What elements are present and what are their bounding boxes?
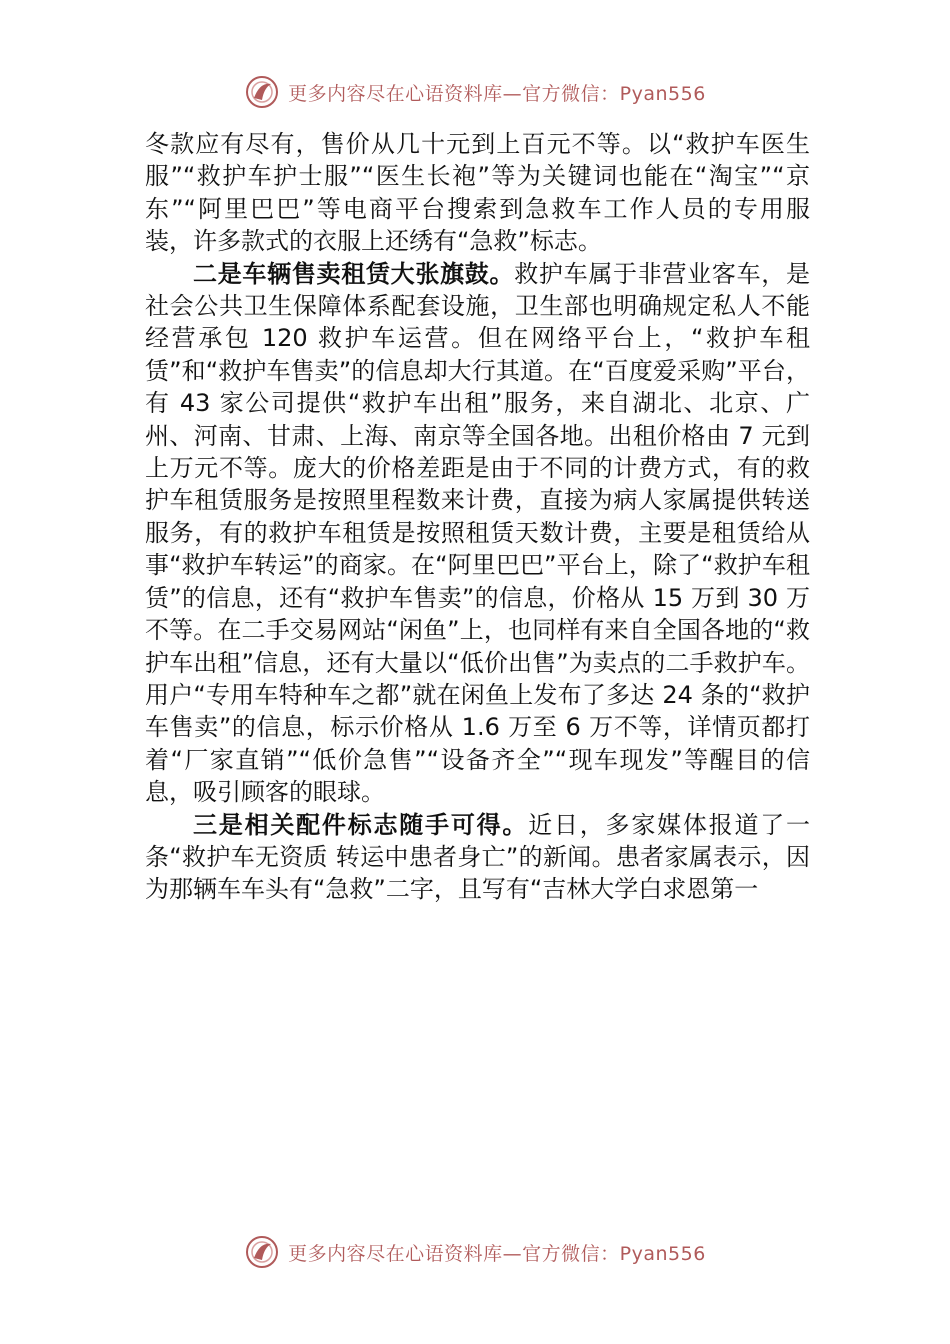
watermark-text: 更多内容尽在心语资料库—官方微信：Pyan556 <box>288 82 706 105</box>
paragraph-1-text: 冬款应有尽有，售价从几十元到上百元不等。以“救护车医生服”“救护车护士服”“医生长袍”等为关键词也能在“淘宝”“京东”“阿里巴巴”等电商平台搜索到急救车工作人员的专用服 装，许多款式的衣服上还绣有“急救”标志。 <box>145 130 810 256</box>
paragraph-3 <box>145 809 810 906</box>
header-watermark <box>0 72 950 112</box>
footer-watermark <box>0 1232 950 1272</box>
document-body <box>145 128 810 906</box>
seal-logo-icon <box>244 74 280 110</box>
paragraph-2-text: 救护车属于非营业客车，是社会公共卫生保障体系配套设施，卫生部也明确规定私人不能经营承包 120 救护车运营。但在网络平台上，“救护车租赁”和“救护车售卖”的信息却大行其道。在“百度爱采购”平台，有 43 家公司提供“救护车出租”服务，来自湖北、北京、广州、河南、甘肃、上海、南京等全国各地。出租价格由 7 元到上万元不等。庞大的价格差距是由于不同的计费方式，有的救护车租赁服务是按照里程数来计费，直接为病人家属提供转送服务，有的救护车租赁是按照租赁天数计费，主要是租赁给从事“救护车转运”的商家。在“阿里巴巴”平台上，除了“救护车租赁”的信息，还有“救护车售卖”的信息，价格从 15 万到 30 万不等。在二手交易网站“闲鱼”上，也同样有来自全国各地的“救护车出租”信息，还有大量以“低价出售”为卖点的二手救护车。用户“专用车特种车之都”就在闲鱼上发布了多达 24 条的“救护车售卖”的信息，标示价格从 1.6 万至 6 万不等，详情页都打着“厂家直销”“低价急售”“设备齐全”“现车现发”等醒目的信息，吸引顾客的眼球。 <box>145 259 811 807</box>
paragraph-3-lead: 三是相关配件标志随手可得。 <box>193 810 529 839</box>
paragraph-2 <box>145 258 810 809</box>
paragraph-3-text: 近日，多家媒体报道了一条“救护车无资质 转运中患者身亡”的新闻。患者家属表示，因为那辆车车头有“急救”二字，且写有“吉林大学白求恩第一 <box>145 810 811 904</box>
paragraph-2-lead: 二是车辆售卖租赁大张旗鼓。 <box>193 259 515 288</box>
paragraph-1 <box>145 128 810 258</box>
watermark-text: 更多内容尽在心语资料库—官方微信：Pyan556 <box>288 1242 706 1265</box>
seal-logo-icon <box>244 1234 280 1270</box>
